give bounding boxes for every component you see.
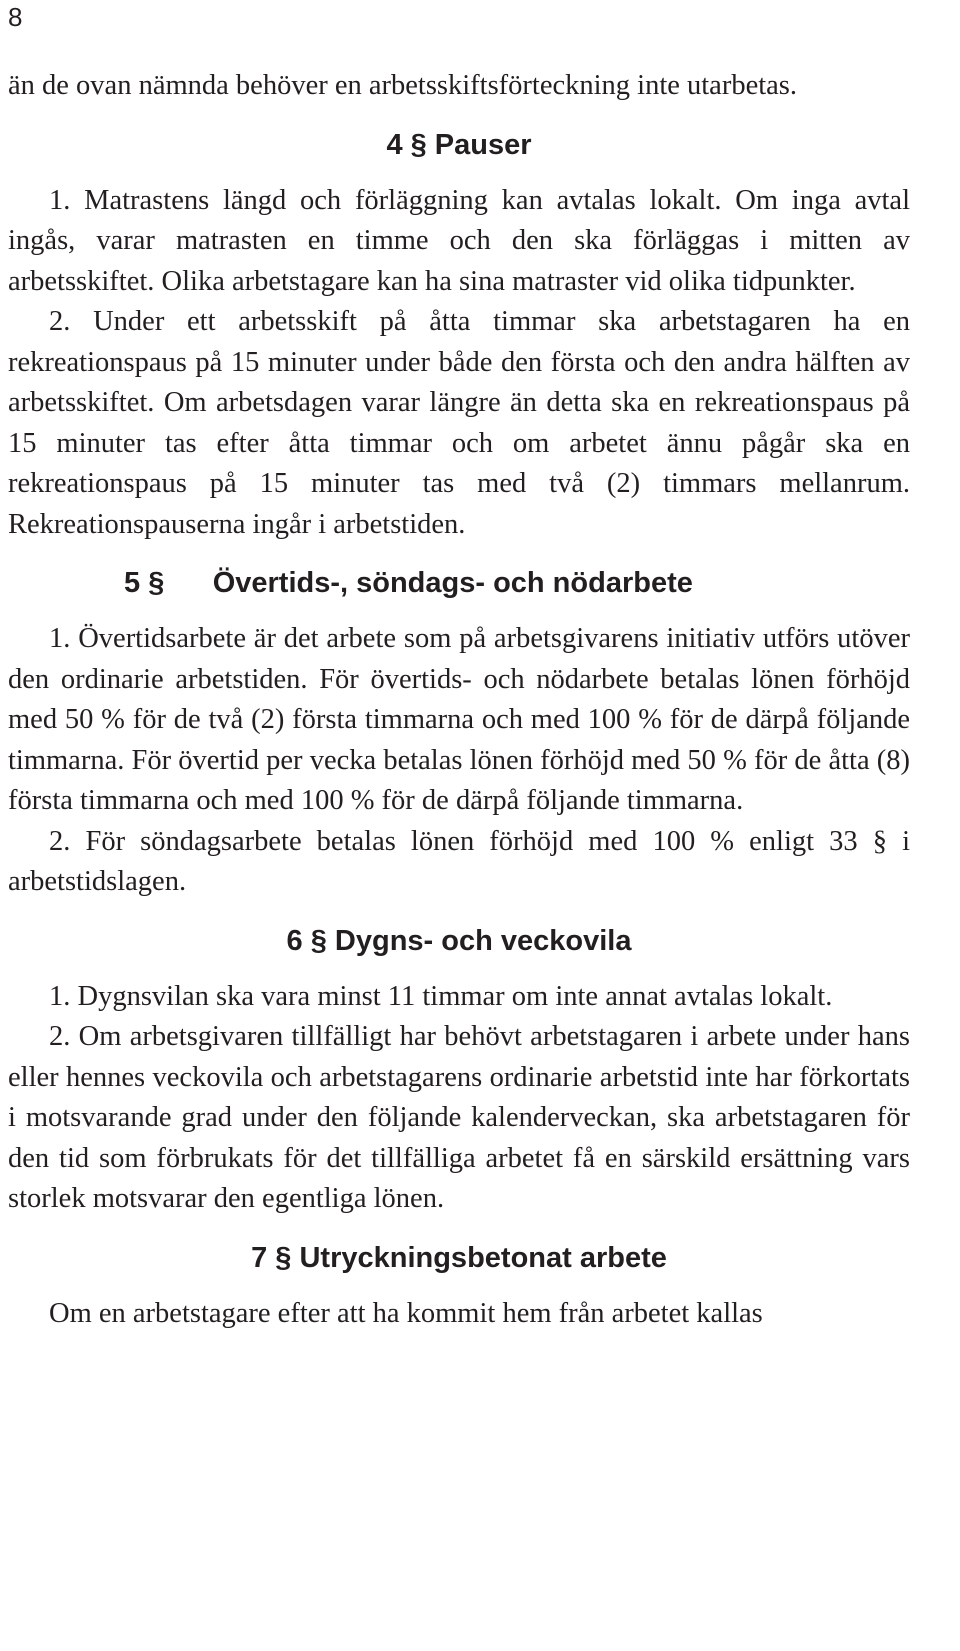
section-4-paragraph-2: 2. Under ett arbetsskift på åtta timmar ska arbetstagaren ha en rekreationspaus på 15 minuter under både den första och den andra hälften av arbetsskiftet. Om arbetsdagen varar längre än detta ska en rekreationspaus på 15 minuter tas efter åtta timmar och om arbetet ännu pågår ska en rekreationspaus på 15 minuter tas med två (2) timmars mellanrum. Rekreationspauserna ingår i arbetstiden. xyxy=(8,306,910,540)
page-body xyxy=(8,66,910,1334)
section-heading-5-number: 5 xyxy=(124,567,141,599)
section-heading-5 xyxy=(8,563,910,603)
section-4-paragraph-1: 1. Matrastens längd och förläggning kan avtalas lokalt. Om inga avtal ingås, varar matrasten en timme och den ska förläggas i mitten av arbetsskiftet. Olika arbetstagare kan ha sina matraster vid olika tidpunkter. xyxy=(8,184,910,297)
section-heading-7: 7 § Utryckningsbetonat arbete xyxy=(251,1241,667,1274)
section-7-paragraph-1: Om en arbetstagare efter att ha kommit hem från arbetet kallas xyxy=(49,1297,763,1329)
section-sign-icon: § xyxy=(148,567,165,599)
section-heading-4: 4 § Pauser xyxy=(386,128,532,161)
page-number: 8 xyxy=(8,2,23,32)
section-6-paragraph-2: 2. Om arbetsgivaren tillfälligt har behövt arbetstagaren i arbete under hans eller hennes veckovila och arbetstagarens ordinarie arbetstid inte har förkortats i motsvarande grad under den följande kalenderveckan, ska arbetstagaren för den tid som förbrukats för det tillfälliga arbetet få en särskild ersättning vars storlek motsvarar den egentliga lönen. xyxy=(8,1021,910,1214)
section-5-paragraph-2: 2. För söndagsarbete betalas lönen förhöjd med 100 % enligt 33 § i arbetstidslagen. xyxy=(8,825,910,897)
section-6-paragraph-1: 1. Dygnsvilan ska vara minst 11 timmar om inte annat avtalas lokalt. xyxy=(49,980,833,1012)
intro-paragraph: än de ovan nämnda behöver en arbetsskiftsförteckning inte utarbetas. xyxy=(8,70,798,101)
section-heading-6: 6 § Dygns- och veckovila xyxy=(286,924,632,957)
section-heading-5-title: Övertids-, söndags- och nödarbete xyxy=(212,567,693,599)
section-5-paragraph-1: 1. Övertidsarbete är det arbete som på arbetsgivarens initiativ utförs utöver den ordinarie arbetstiden. För övertids- och nödarbete betalas lönen förhöjd med 50 % för de två (2) första timmarna och med 100 % för de därpå följande timmarna. För övertid per vecka betalas lönen förhöjd med 50 % för de åtta (8) första timmarna och med 100 % för de därpå följande timmarna. xyxy=(8,623,910,816)
